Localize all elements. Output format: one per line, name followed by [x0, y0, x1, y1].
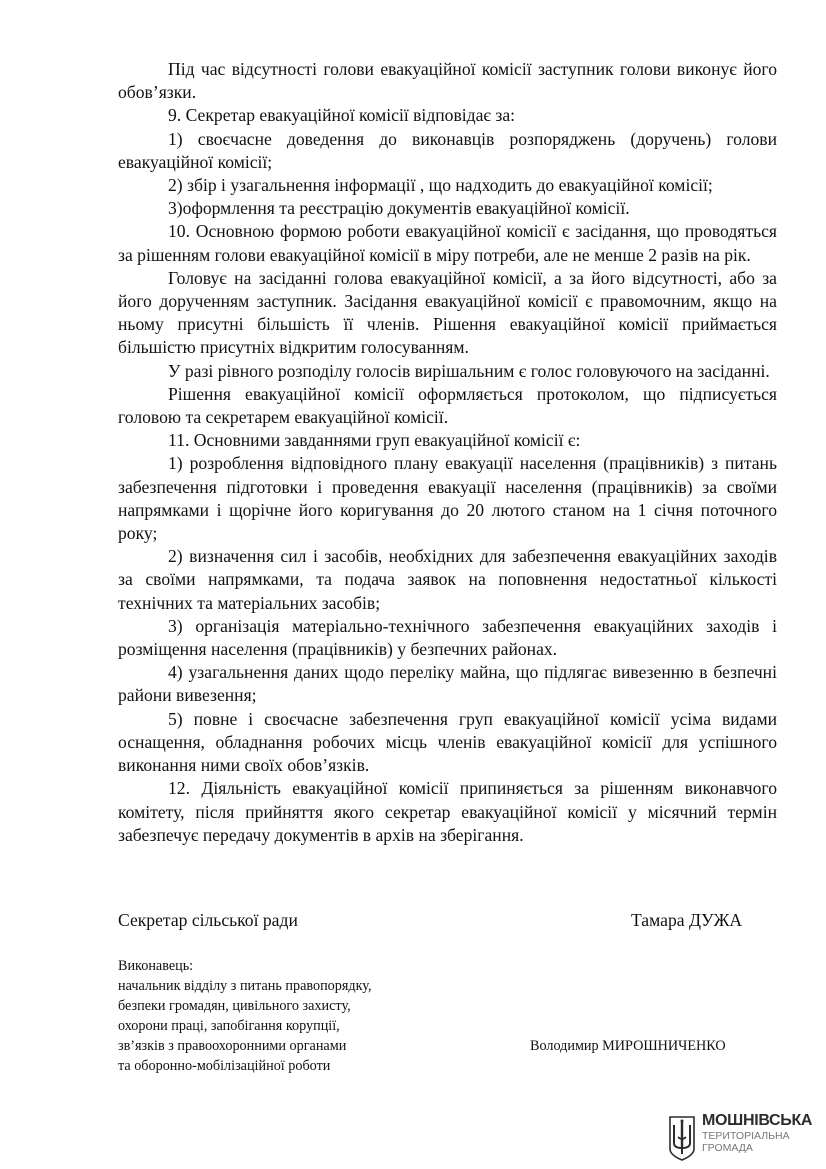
executor-label: Виконавець:	[118, 958, 194, 974]
paragraph: 2) визначення сил і засобів, необхідних для забезпечення евакуаційних заходів за своїми напрямками, та подача заявок на поповнення недостатньої кількості технічних та матеріальних засобів;	[118, 546, 777, 613]
paragraph: 4) узагальнення даних щодо переліку майна, що підлягає вивезенню в безпечні райони вивезення;	[118, 662, 777, 706]
paragraph: 3) організація матеріально-технічного забезпечення евакуаційних заходів і розміщення населення (працівників) у безпечних районах.	[118, 615, 777, 660]
paragraph: 5) повне і своєчасне забезпечення груп евакуаційної комісії усіма видами оснащення, обладнання робочих місць членів евакуаційної комісії для успішного виконання ними своїх обов’язків.	[118, 708, 777, 776]
executor-line: зв’язків з правоохоронними органами	[118, 1038, 347, 1054]
paragraph: Під час відсутності голови евакуаційної комісії заступник голови виконує його обов’язки.	[118, 59, 777, 103]
signatory-name: Тамара ДУЖА	[631, 910, 743, 930]
document-body	[118, 58, 777, 847]
community-logo	[668, 1112, 813, 1163]
signatory-position: Секретар сільської ради	[118, 910, 298, 930]
executor-name: Володимир МИРОШНИЧЕНКО	[530, 1038, 726, 1054]
paragraph: 1) своєчасне доведення до виконавців розпоряджень (доручень) голови евакуаційної комісії;	[118, 128, 777, 172]
executor-block	[118, 956, 478, 1076]
paragraph: У разі рівного розподілу голосів вирішальним є голос головуючого на засіданні.	[168, 360, 770, 381]
paragraph: Рішення евакуаційної комісії оформляється протоколом, що підписується головою та секретарем евакуаційної комісії.	[118, 383, 777, 428]
paragraph: 11. Основними завданнями груп евакуаційної комісії є:	[168, 430, 581, 451]
executor-line: начальник відділу з питань правопорядку,	[118, 978, 372, 994]
paragraph: 3)оформлення та реєстрацію документів евакуаційної комісії.	[168, 198, 630, 219]
paragraph: 1) розроблення відповідного плану евакуації населення (працівників) з питань забезпечення підготовки і проведення евакуації населення (працівників) за своїми напрямками і щорічне його коригування до 20 лютого станом на 1 січня поточного року;	[118, 453, 777, 544]
logo-subtitle: ГРОМАДА	[702, 1142, 753, 1154]
trident-icon	[668, 1115, 696, 1161]
paragraph: 9. Секретар евакуаційної комісії відповідає за:	[168, 105, 516, 126]
logo-title: МОШНІВСЬКА	[702, 1112, 813, 1129]
paragraph: 10. Основною формою роботи евакуаційної комісії є засідання, що проводяться за рішенням голови евакуаційної комісії в міру потреби, але не менше 2 разів на рік.	[118, 221, 777, 265]
executor-line: охорони праці, запобігання корупції,	[118, 1018, 340, 1034]
paragraph: 12. Діяльність евакуаційної комісії припиняється за рішенням виконавчого комітету, після прийняття якого секретар евакуаційної комісії у місячний термін забезпечує передачу документів в архів на зберігання.	[118, 778, 777, 845]
logo-subtitle: ТЕРИТОРІАЛЬНА	[702, 1130, 790, 1142]
paragraph: 2) збір і узагальнення інформації , що надходить до евакуаційної комісії;	[168, 175, 713, 196]
executor-line: безпеки громадян, цивільного захисту,	[118, 998, 351, 1014]
paragraph: Головує на засіданні голова евакуаційної комісії, а за його відсутності, або за його дорученням заступник. Засідання евакуаційної комісії є правомочним, якщо на ньому присутні більшість її членів. Рішення евакуаційної комісії приймається більшістю присутніх відкритим голосуванням.	[118, 267, 777, 358]
executor-line: та оборонно-мобілізаційної роботи	[118, 1058, 331, 1074]
